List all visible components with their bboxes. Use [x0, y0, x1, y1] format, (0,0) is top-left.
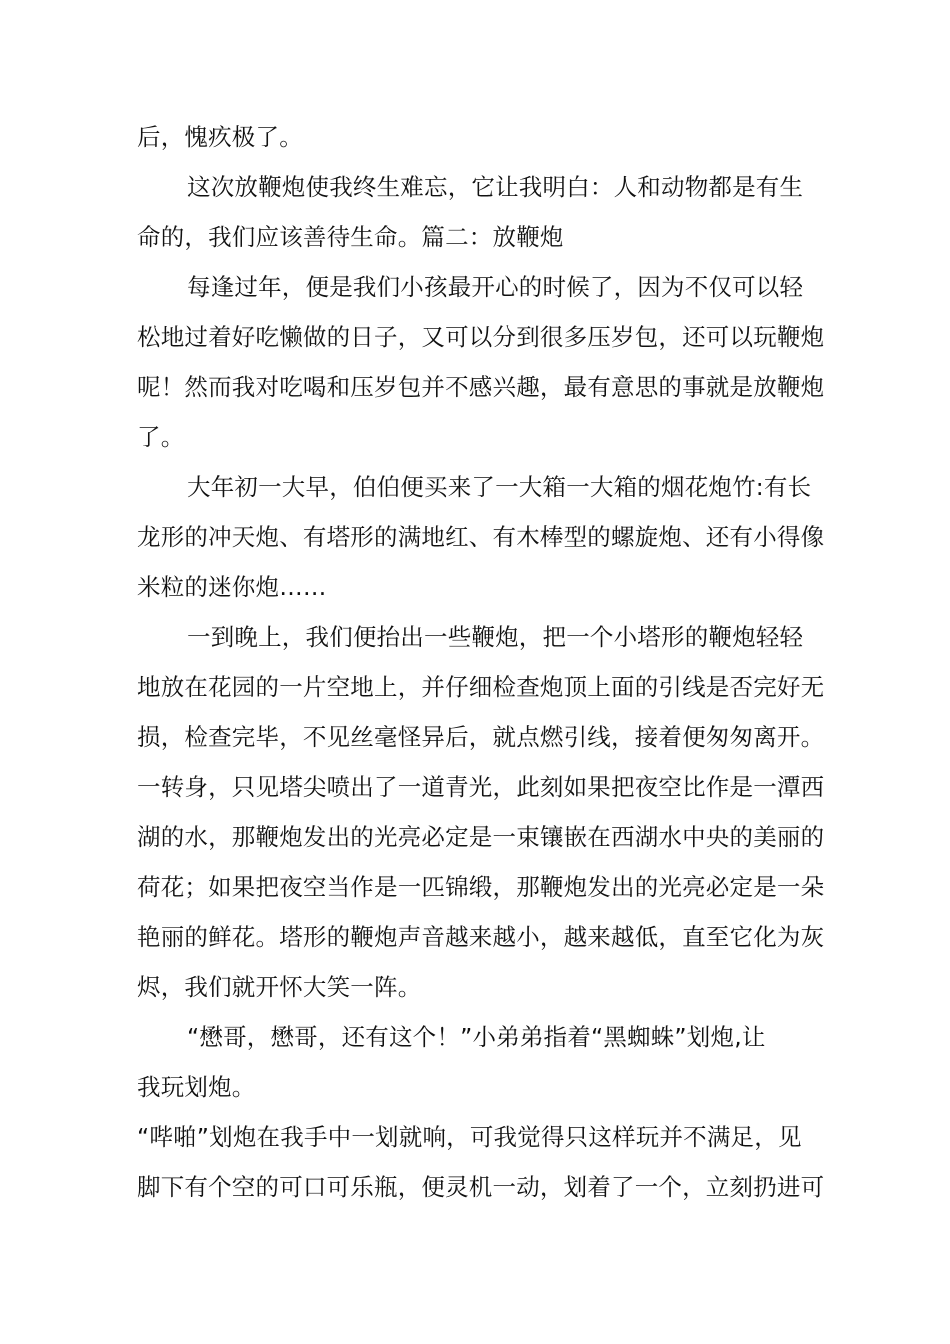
text-line-20: 我玩划炮。	[137, 1073, 256, 1101]
text-line-7: 了。	[137, 423, 185, 451]
text-line-1: 后，愧疚极了。	[137, 123, 303, 151]
text-line-17: 艳丽的鲜花。塔形的鞭炮声音越来越小，越来越低，直至它化为灰	[137, 923, 825, 951]
text-line-21: “哔啪”划炮在我手中一划就响，可我觉得只这样玩并不满足，见	[137, 1123, 802, 1151]
text-line-22: 脚下有个空的可口可乐瓶，便灵机一动，划着了一个，立刻扔进可	[137, 1173, 825, 1201]
text-line-13: 损，检查完毕，不见丝毫怪异后，就点燃引线，接着便匆匆离开。	[137, 723, 825, 751]
text-line-18: 烬，我们就开怀大笑一阵。	[137, 973, 422, 1001]
text-line-5: 松地过着好吃懒做的日子，又可以分到很多压岁包，还可以玩鞭炮	[137, 323, 825, 351]
text-line-12: 地放在花园的一片空地上，并仔细检查炮顶上面的引线是否完好无	[137, 673, 825, 701]
text-line-8: 大年初一大早，伯伯便买来了一大箱一大箱的烟花炮竹:有长	[187, 473, 812, 501]
text-line-3: 命的，我们应该善待生命。篇二：放鞭炮	[137, 223, 564, 251]
text-line-16: 荷花；如果把夜空当作是一匹锦缎，那鞭炮发出的光亮必定是一朵	[137, 873, 825, 901]
text-line-19: “懋哥，懋哥，还有这个！”小弟弟指着“黑蜘蛛”划炮,让	[187, 1023, 766, 1051]
text-line-11: 一到晚上，我们便抬出一些鞭炮，把一个小塔形的鞭炮轻轻	[187, 623, 804, 651]
text-line-14: 一转身，只见塔尖喷出了一道青光，此刻如果把夜空比作是一潭西	[137, 773, 825, 801]
text-line-4: 每逢过年，便是我们小孩最开心的时候了，因为不仅可以轻	[187, 273, 804, 301]
text-line-10: 米粒的迷你炮……	[137, 573, 327, 601]
text-line-2: 这次放鞭炮使我终生难忘，它让我明白：人和动物都是有生	[187, 173, 804, 201]
text-line-6: 呢！然而我对吃喝和压岁包并不感兴趣，最有意思的事就是放鞭炮	[137, 373, 825, 401]
text-line-15: 湖的水，那鞭炮发出的光亮必定是一束镶嵌在西湖水中央的美丽的	[137, 823, 825, 851]
text-line-9: 龙形的冲天炮、有塔形的满地红、有木棒型的螺旋炮、还有小得像	[137, 523, 825, 551]
